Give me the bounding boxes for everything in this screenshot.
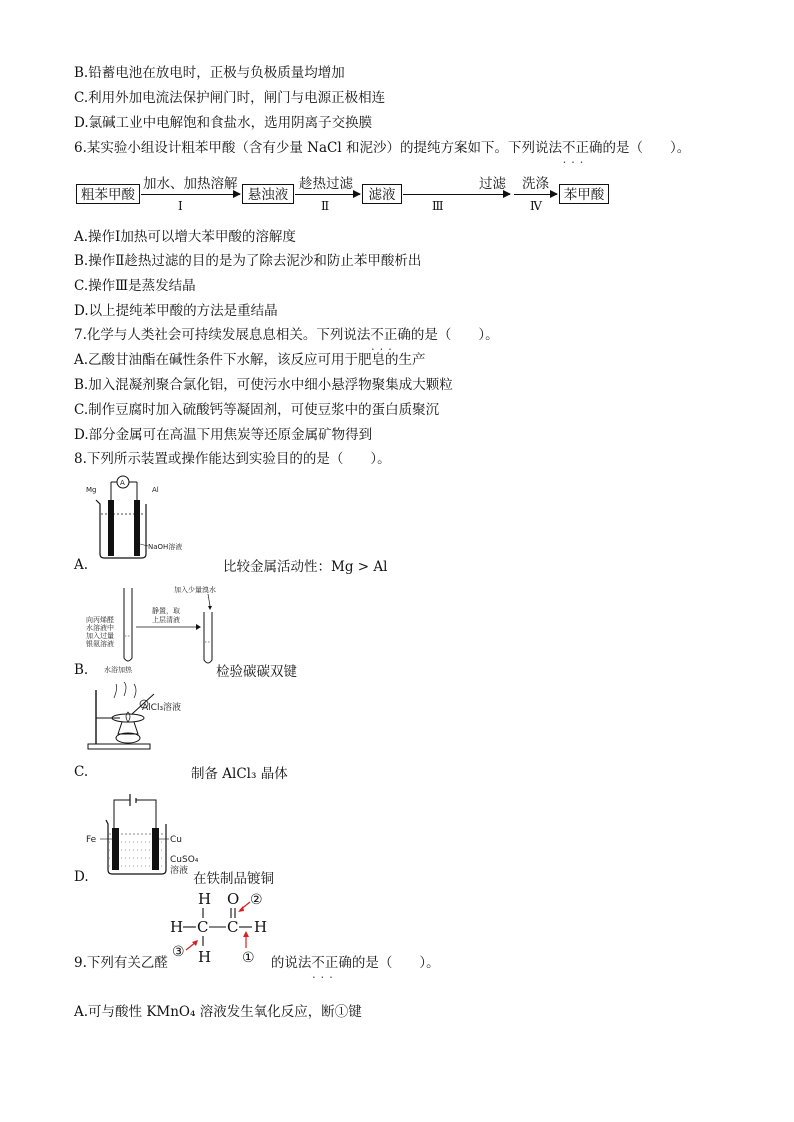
flow-box-filtrate: 滤液 <box>362 184 402 204</box>
flow-step-1: 加水、加热溶解 <box>143 176 238 192</box>
alcohol-lamp-icon <box>118 722 138 734</box>
atom-h-left: H <box>170 918 184 936</box>
fe-electrode <box>112 828 119 870</box>
q8-stem: 8.下列所示装置或操作能达到实验目的的是（ ）。 <box>74 451 391 467</box>
atom-c2: C <box>227 918 239 936</box>
label-b-left1: 向丙烯醛 <box>86 616 114 624</box>
label-fe: Fe <box>86 835 97 845</box>
q8-option-a-label: A. <box>74 557 89 573</box>
flow-step-4: 洗涤 <box>522 176 549 192</box>
q7-stem-post: 的是（ ）。 <box>410 327 499 343</box>
q9-emphasis: 不正确 • • • <box>311 955 352 971</box>
apparatus-c <box>84 688 214 752</box>
flow-arrow-2 <box>295 194 360 195</box>
bond-label-1: ① <box>242 950 255 966</box>
apparatus-a <box>82 474 202 564</box>
q8-option-c-caption: 制备 AlCl₃ 晶体 <box>191 766 288 782</box>
ammeter-label: A <box>120 479 125 487</box>
label-cuso4: CuSO₄ <box>170 855 199 865</box>
label-b-top: 加入少量溴水 <box>174 586 216 594</box>
q7-emphasis: 不正确 • • • <box>370 327 411 343</box>
flow-arrow-1 <box>141 194 240 195</box>
label-b-left2: 水溶液中 <box>86 624 114 632</box>
q6-stem-pre: 6.某实验小组设计粗苯甲酸（含有少量 NaCl 和泥沙）的提纯方案如下。下列说法 <box>74 140 562 156</box>
q8-option-d-caption: 在铁制品镀铜 <box>193 871 274 887</box>
atom-h-top: H <box>198 890 212 908</box>
bond-label-2: ② <box>250 892 263 908</box>
atom-c1: C <box>197 918 209 936</box>
flow-arrow-3 <box>403 194 510 195</box>
label-b-left4: 银氨溶液 <box>86 640 114 648</box>
atom-o: O <box>227 890 240 908</box>
q6-option-c: C.操作Ⅲ是蒸发结晶 <box>74 278 196 294</box>
label-b-mid1: 静置，取 <box>152 607 180 615</box>
flow-roman-4: Ⅳ <box>530 199 542 213</box>
q9-stem-pre: 9.下列有关乙醛 <box>74 955 168 971</box>
q5-option-d: D.氯碱工业中电解饱和食盐水，选用阴离子交换膜 <box>74 115 373 131</box>
q5-option-c: C.利用外加电流法保护闸门时，闸门与电源正极相连 <box>74 90 386 106</box>
label-mg: Mg <box>86 486 97 494</box>
label-b-mid2: 上层清液 <box>152 616 180 624</box>
q9-stem <box>74 954 440 972</box>
label-b-bottom: 水浴加热 <box>104 666 132 674</box>
flow-step-3: 过滤 <box>479 176 506 192</box>
q6-option-a: A.操作Ⅰ加热可以增大苯甲酸的溶解度 <box>74 229 296 245</box>
q7-option-b: B.加入混凝剂聚合氯化铝，可使污水中细小悬浮物聚集成大颗粒 <box>74 377 453 393</box>
label-b-left3: 加入过量 <box>86 632 114 640</box>
q7-option-c: C.制作豆腐时加入硫酸钙等凝固剂，可使豆浆中的蛋白质聚沉 <box>74 402 440 418</box>
label-cu: Cu <box>170 835 182 845</box>
test-tube-1-icon <box>124 588 132 661</box>
flow-box-suspension: 悬浊液 <box>242 184 294 204</box>
flow-roman-3: Ⅲ <box>432 199 444 213</box>
q6-option-d: D.以上提纯苯甲酸的方法是重结晶 <box>74 303 278 319</box>
q9-option-a: A.可与酸性 KMnO₄ 溶液发生氧化反应，断①键 <box>74 1004 362 1020</box>
atom-h-right: H <box>254 918 268 936</box>
cu-electrode <box>152 828 159 870</box>
mg-electrode <box>108 500 114 556</box>
steam-icon <box>114 682 136 698</box>
label-naoh: NaOH溶液 <box>148 543 183 551</box>
q6-stem <box>74 139 690 157</box>
flow-box-crude: 粗苯甲酸 <box>76 184 140 204</box>
q8-option-a-caption: 比较金属活动性：Mg > Al <box>223 559 388 575</box>
q6-emphasis: 不正确 • • • <box>562 140 603 156</box>
q9-stem-mid: 的说法 <box>270 955 312 971</box>
flow-box-product: 苯甲酸 <box>559 184 609 204</box>
apparatus-d <box>84 790 204 880</box>
atom-h-bottom: H <box>198 948 212 966</box>
q8-option-c-label: C. <box>74 764 89 780</box>
q8-option-b-caption: 检验碳碳双键 <box>216 664 297 680</box>
test-tube-2-icon <box>204 612 212 663</box>
label-alcl3: AlCl₃溶液 <box>142 703 182 713</box>
flow-arrow-4 <box>514 194 557 195</box>
q7-stem-pre: 7.化学与人类社会可持续发展息息相关。下列说法 <box>74 327 371 343</box>
q6-stem-post: 的是（ ）。 <box>602 140 691 156</box>
q7-option-a: A.乙酸甘油酯在碱性条件下水解，该反应可用于肥皂的生产 <box>74 352 426 368</box>
q8-option-d-label: D. <box>74 869 89 885</box>
q5-option-b: B.铅蓄电池在放电时，正极与负极质量均增加 <box>74 65 345 81</box>
q7-stem <box>74 326 499 344</box>
flow-roman-2: Ⅱ <box>321 199 330 213</box>
q9-stem-post: 的是（ ）。 <box>351 955 440 971</box>
q8-option-b-label: B. <box>74 662 89 678</box>
q6-option-b: B.操作Ⅱ趁热过滤的目的是为了除去泥沙和防止苯甲酸析出 <box>74 253 422 269</box>
stand-base <box>88 744 150 749</box>
flow-roman-1: Ⅰ <box>178 199 183 213</box>
label-al: Al <box>152 486 159 494</box>
flow-step-2: 趁热过滤 <box>299 176 353 192</box>
label-solution: 溶液 <box>170 866 189 876</box>
q7-option-d: D.部分金属可在高温下用焦炭等还原金属矿物得到 <box>74 427 373 443</box>
al-electrode <box>134 500 140 556</box>
bond-label-3: ③ <box>172 944 185 960</box>
